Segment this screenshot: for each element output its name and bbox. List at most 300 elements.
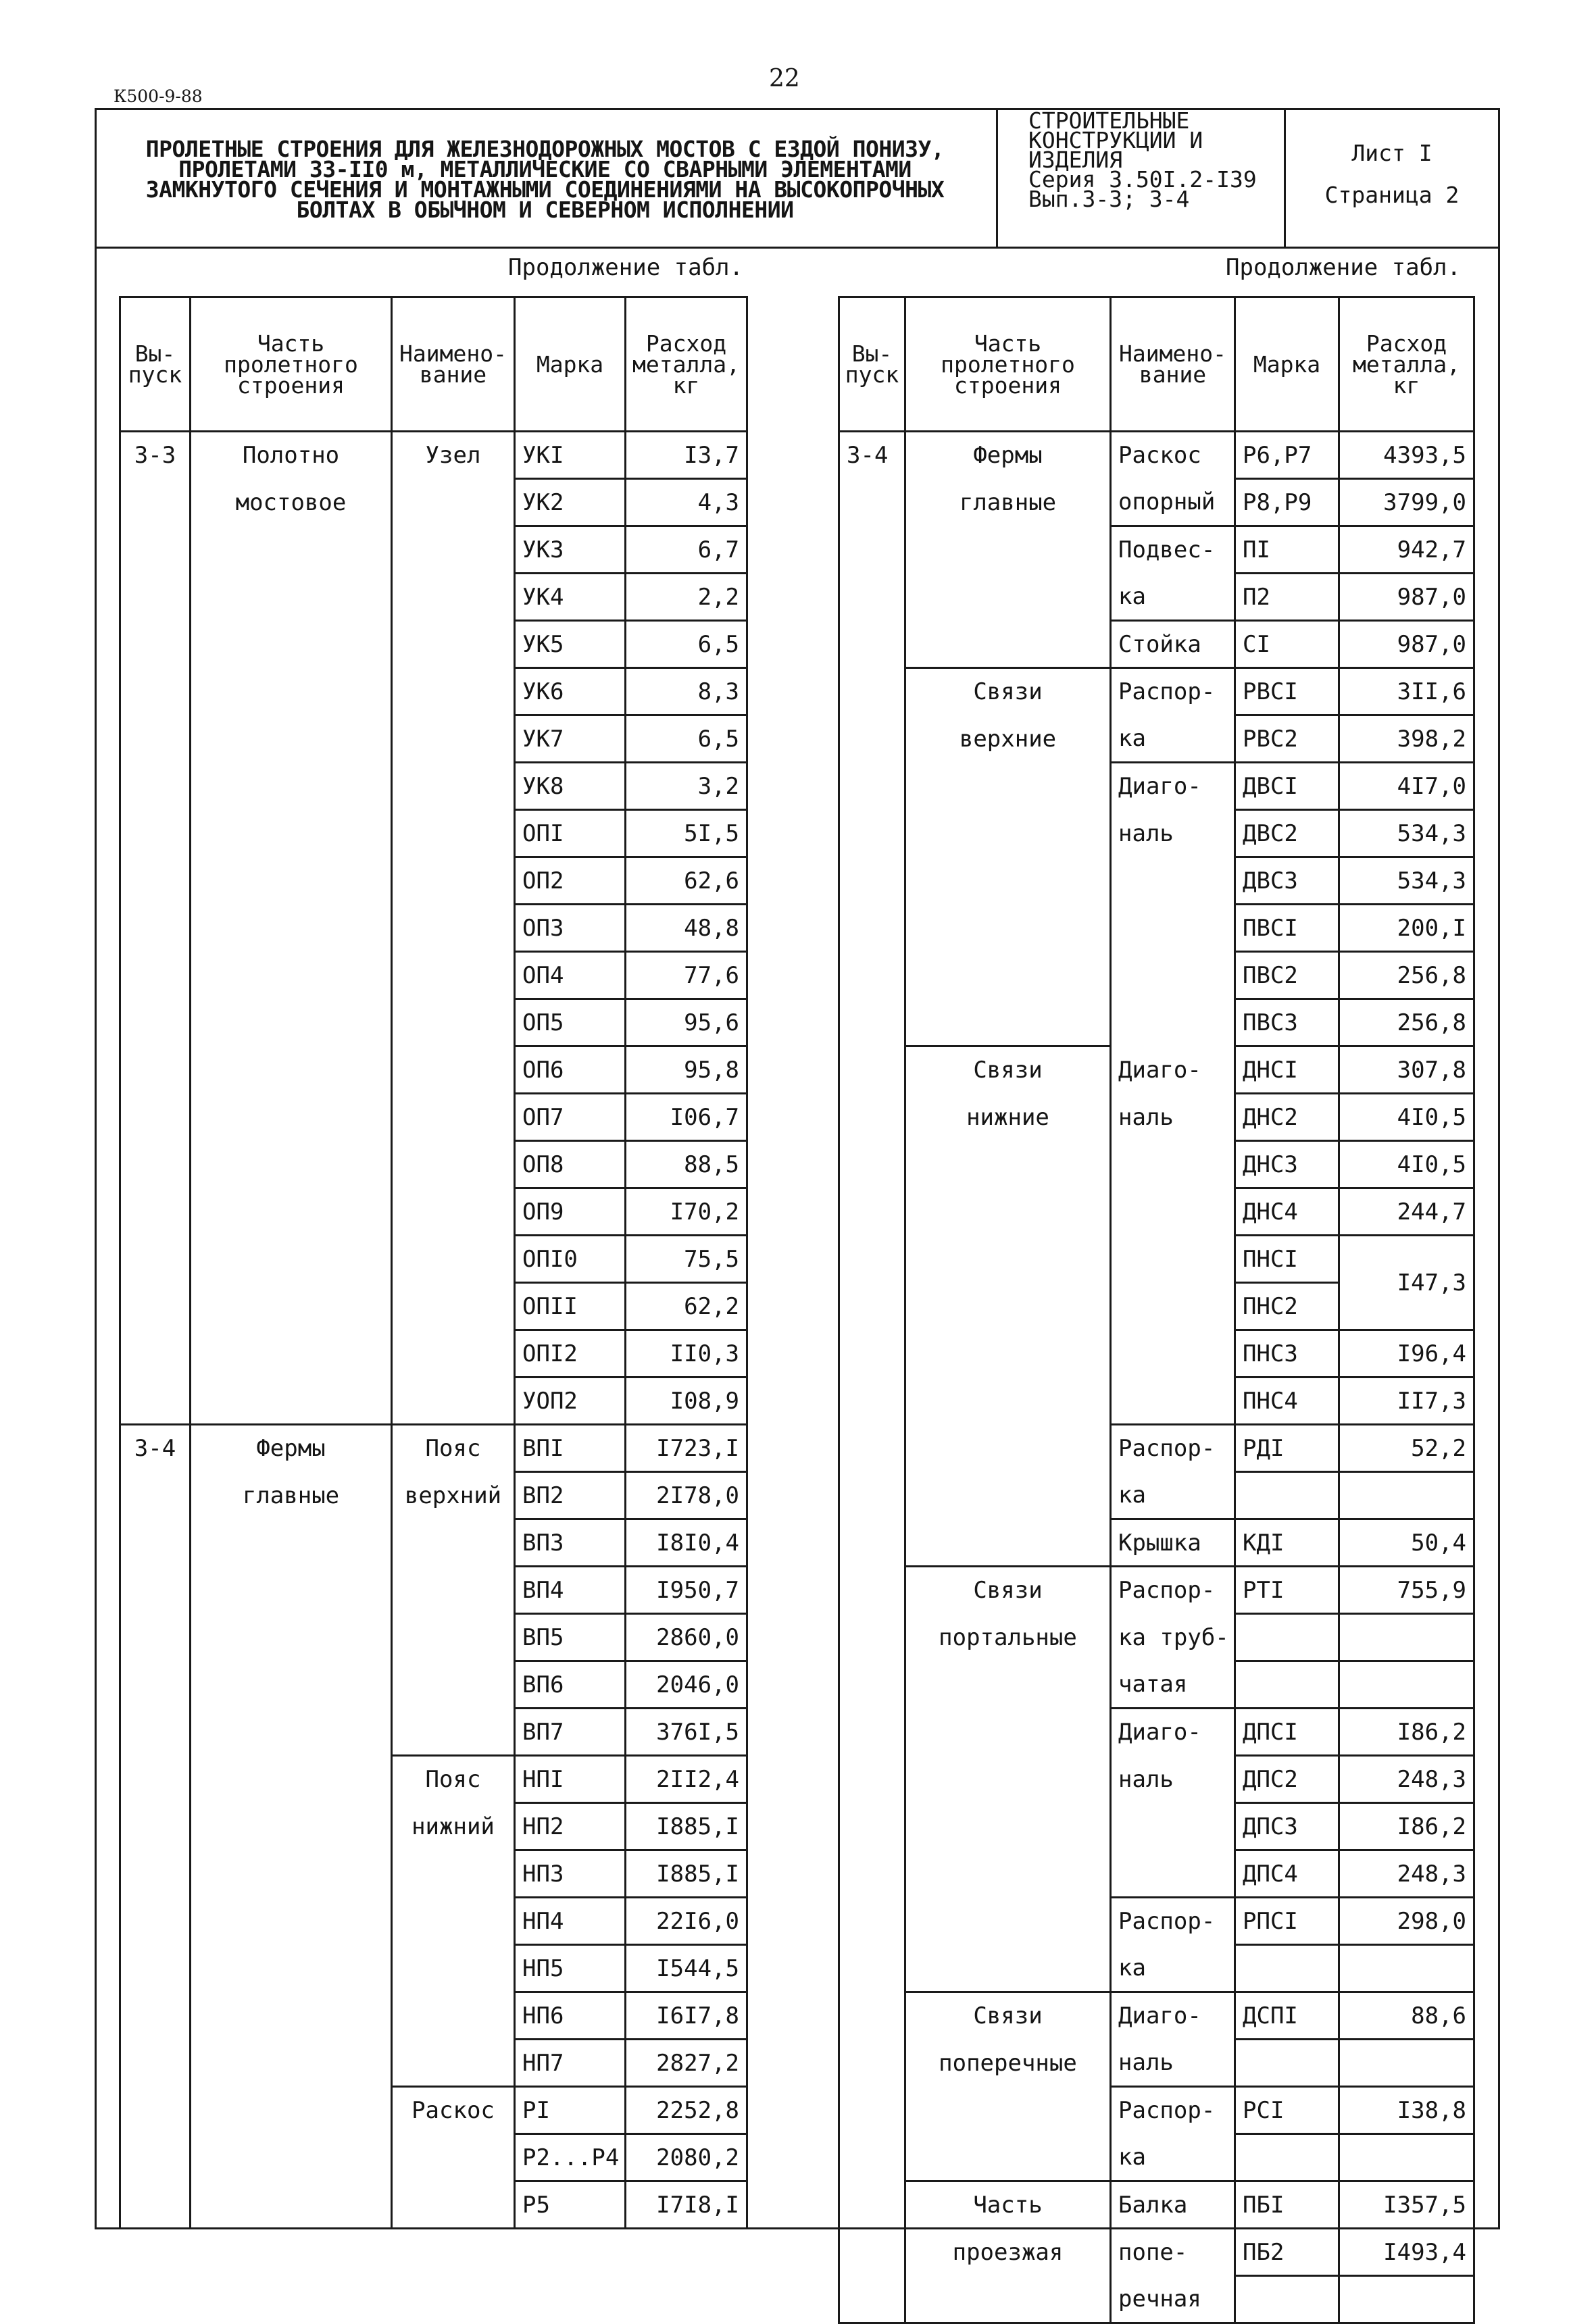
table-row	[120, 1803, 747, 1850]
table-row	[120, 2181, 747, 2229]
cell-value: 398,2	[1339, 715, 1474, 763]
cell-part	[905, 1378, 1111, 1425]
table-row	[120, 1378, 747, 1425]
table-row	[839, 1945, 1474, 1992]
header-mark: Марка	[1235, 297, 1339, 432]
cell-value	[1339, 2276, 1474, 2323]
cell-issue	[839, 2087, 905, 2134]
cell-name: Диаго-	[1111, 1992, 1235, 2040]
cell-name: Раскос	[392, 2087, 515, 2134]
cell-value: I96,4	[1339, 1330, 1474, 1378]
cell-part	[905, 1850, 1111, 1898]
cell-mark: РВСI	[1235, 668, 1339, 715]
cell-value: I723,I	[626, 1425, 747, 1472]
header-issue: Вы-пуск	[120, 297, 191, 432]
cell-mark: РПСI	[1235, 1898, 1339, 1945]
table-row	[120, 1188, 747, 1236]
cell-mark: ОП5	[515, 999, 626, 1046]
cell-name	[1111, 1141, 1235, 1188]
cell-name	[1111, 857, 1235, 905]
cell-issue	[120, 1046, 191, 1094]
cell-issue	[120, 621, 191, 668]
cell-issue: 3-3	[120, 432, 191, 479]
cell-issue: 3-4	[120, 1425, 191, 1472]
cell-issue	[839, 668, 905, 715]
cell-mark: НП7	[515, 2040, 626, 2087]
cell-issue	[120, 1661, 191, 1709]
table-row	[839, 432, 1474, 479]
cell-mark: УК7	[515, 715, 626, 763]
cell-issue	[839, 2134, 905, 2181]
header-issue: Вы-пуск	[839, 297, 905, 432]
table-row	[839, 952, 1474, 999]
cell-part	[905, 1945, 1111, 1992]
cell-name	[392, 1519, 515, 1567]
cell-part	[905, 1472, 1111, 1519]
cell-part	[905, 1425, 1111, 1472]
document-title	[97, 112, 993, 247]
cell-mark: УК5	[515, 621, 626, 668]
cell-part	[905, 1283, 1111, 1330]
cell-part	[191, 1046, 392, 1094]
table-row	[839, 2087, 1474, 2134]
cell-issue	[120, 857, 191, 905]
cell-value: I885,I	[626, 1803, 747, 1850]
cell-name: Диаго-	[1111, 763, 1235, 810]
cell-mark: ОП2	[515, 857, 626, 905]
cell-part	[905, 763, 1111, 810]
cell-part	[191, 905, 392, 952]
cell-name	[392, 1709, 515, 1756]
table-row	[120, 1709, 747, 1756]
cell-part	[191, 810, 392, 857]
cell-issue	[120, 574, 191, 621]
cell-value	[1339, 1945, 1474, 1992]
cell-mark	[1235, 1661, 1339, 1709]
cell-value: I08,9	[626, 1378, 747, 1425]
cell-part: Связи	[905, 1046, 1111, 1094]
table-row	[120, 1945, 747, 1992]
cell-name	[1111, 1188, 1235, 1236]
cell-issue	[120, 999, 191, 1046]
cell-issue	[120, 1188, 191, 1236]
cell-value: 88,6	[1339, 1992, 1474, 2040]
cell-issue	[839, 621, 905, 668]
cell-part	[905, 952, 1111, 999]
table-row	[120, 1614, 747, 1661]
cell-part: Связи	[905, 1567, 1111, 1614]
cell-value: II0,3	[626, 1330, 747, 1378]
cell-part	[191, 2040, 392, 2087]
table-row	[120, 2134, 747, 2181]
cell-value: I950,7	[626, 1567, 747, 1614]
cell-part	[191, 2134, 392, 2181]
table-row	[120, 1567, 747, 1614]
cell-mark: УК6	[515, 668, 626, 715]
right-table-body	[839, 432, 1474, 2323]
cell-value: 8,3	[626, 668, 747, 715]
cell-name: Распор-	[1111, 668, 1235, 715]
cell-name	[392, 668, 515, 715]
table-row	[839, 668, 1474, 715]
cell-issue	[120, 810, 191, 857]
table-row	[839, 1614, 1474, 1661]
cell-part	[191, 1661, 392, 1709]
cell-name: Раскос	[1111, 432, 1235, 479]
cell-issue	[120, 1141, 191, 1188]
cell-value: 6,5	[626, 715, 747, 763]
table-row	[839, 2134, 1474, 2181]
cell-mark: ОПI	[515, 810, 626, 857]
table-row	[839, 1709, 1474, 1756]
cell-part	[191, 952, 392, 999]
cell-value: 987,0	[1339, 574, 1474, 621]
cell-name	[392, 1898, 515, 1945]
table-row	[120, 1046, 747, 1094]
table-row	[120, 1425, 747, 1472]
cell-value: 88,5	[626, 1141, 747, 1188]
cell-name: Крышка	[1111, 1519, 1235, 1567]
cell-part	[191, 621, 392, 668]
cell-issue	[120, 1756, 191, 1803]
cell-name	[1111, 999, 1235, 1046]
table-row	[120, 668, 747, 715]
cell-value: 77,6	[626, 952, 747, 999]
cell-mark: РВС2	[1235, 715, 1339, 763]
cell-mark: ДВС3	[1235, 857, 1339, 905]
cell-part	[191, 1803, 392, 1850]
cell-issue	[839, 1330, 905, 1378]
table-row	[839, 1567, 1474, 1614]
cell-mark: ДПСI	[1235, 1709, 1339, 1756]
cell-part	[905, 574, 1111, 621]
cell-part	[191, 1330, 392, 1378]
cell-value: I38,8	[1339, 2087, 1474, 2134]
cell-mark: НП4	[515, 1898, 626, 1945]
cell-issue	[839, 1898, 905, 1945]
cell-issue	[120, 1283, 191, 1330]
table-row	[839, 1236, 1474, 1283]
cell-issue	[120, 2040, 191, 2087]
cell-value: 3,2	[626, 763, 747, 810]
cell-name: ка труб-	[1111, 1614, 1235, 1661]
cell-issue	[839, 1472, 905, 1519]
cell-issue	[839, 1046, 905, 1094]
cell-value: 755,9	[1339, 1567, 1474, 1614]
table-row	[839, 905, 1474, 952]
cell-mark: PI	[515, 2087, 626, 2134]
cell-name: речная	[1111, 2276, 1235, 2323]
cell-issue	[120, 952, 191, 999]
cell-part	[191, 574, 392, 621]
cell-value: 52,2	[1339, 1425, 1474, 1472]
cell-value: 2,2	[626, 574, 747, 621]
table-row	[839, 1046, 1474, 1094]
cell-mark: ПВС2	[1235, 952, 1339, 999]
title-line: ПРОЛЕТАМИ 33-II0 м, МЕТАЛЛИЧЕСКИЕ СО СВАРНЫМИ ЭЛЕМЕНТАМИ	[178, 156, 912, 182]
cell-part	[191, 1519, 392, 1567]
table-row	[120, 1472, 747, 1519]
cell-mark: ДВС2	[1235, 810, 1339, 857]
cell-mark: ОП8	[515, 1141, 626, 1188]
cell-issue	[839, 810, 905, 857]
table-row	[839, 1188, 1474, 1236]
cell-name: ка	[1111, 1472, 1235, 1519]
cell-name: Узел	[392, 432, 515, 479]
cell-issue	[839, 1425, 905, 1472]
series-line: Вып.3-3; 3-4	[1028, 186, 1190, 212]
cell-value: 2827,2	[626, 2040, 747, 2087]
cell-mark: PCI	[1235, 2087, 1339, 2134]
cell-name: ка	[1111, 1945, 1235, 1992]
cell-name	[392, 763, 515, 810]
cell-mark: ДПС3	[1235, 1803, 1339, 1850]
cell-part	[191, 1283, 392, 1330]
cell-issue	[120, 526, 191, 574]
cell-name: Распор-	[1111, 1567, 1235, 1614]
table-row	[839, 1756, 1474, 1803]
cell-part	[191, 1141, 392, 1188]
table-row	[839, 1425, 1474, 1472]
cell-name	[1111, 905, 1235, 952]
cell-mark: ВП2	[515, 1472, 626, 1519]
table-row	[120, 1898, 747, 1945]
table-row	[839, 1898, 1474, 1945]
cell-issue	[839, 479, 905, 526]
table-row	[120, 999, 747, 1046]
cell-issue	[120, 1378, 191, 1425]
cell-issue	[839, 1236, 905, 1283]
cell-mark: РДI	[1235, 1425, 1339, 1472]
cell-value: 307,8	[1339, 1046, 1474, 1094]
table-row	[839, 1472, 1474, 1519]
continuation-label-right: Продолжение табл.	[1226, 254, 1461, 281]
cell-mark: НП5	[515, 1945, 626, 1992]
cell-issue	[839, 999, 905, 1046]
cell-part	[905, 621, 1111, 668]
left-table	[119, 296, 748, 2229]
cell-mark: УК8	[515, 763, 626, 810]
cell-issue	[839, 1709, 905, 1756]
cell-name	[392, 1283, 515, 1330]
cell-value: 200,I	[1339, 905, 1474, 952]
cell-part	[905, 905, 1111, 952]
cell-issue	[839, 1141, 905, 1188]
cell-part	[191, 1567, 392, 1614]
table-row	[839, 810, 1474, 857]
cell-issue	[120, 1472, 191, 1519]
cell-name	[1111, 952, 1235, 999]
cell-mark: CI	[1235, 621, 1339, 668]
cell-part: проезжая	[905, 2229, 1111, 2276]
cell-name	[392, 2181, 515, 2229]
cell-name: ка	[1111, 574, 1235, 621]
cell-mark: ОП3	[515, 905, 626, 952]
table-row	[120, 574, 747, 621]
cell-part	[905, 1898, 1111, 1945]
cell-part	[191, 2087, 392, 2134]
cell-part	[191, 1236, 392, 1283]
cell-mark: ПВС3	[1235, 999, 1339, 1046]
cell-issue	[839, 1661, 905, 1709]
cell-issue	[839, 715, 905, 763]
cell-issue	[839, 574, 905, 621]
cell-mark: ДНС3	[1235, 1141, 1339, 1188]
cell-issue	[120, 1803, 191, 1850]
cell-part	[191, 1898, 392, 1945]
cell-mark: ПБ2	[1235, 2229, 1339, 2276]
cell-issue	[120, 2134, 191, 2181]
cell-mark: ДНС2	[1235, 1094, 1339, 1141]
cell-mark: ОПII	[515, 1283, 626, 1330]
cell-value: I86,2	[1339, 1709, 1474, 1756]
table-row	[120, 1992, 747, 2040]
cell-mark	[1235, 2040, 1339, 2087]
cell-name: Диаго-	[1111, 1709, 1235, 1756]
cell-part	[905, 1709, 1111, 1756]
cell-mark: ВП3	[515, 1519, 626, 1567]
series-line: Серия 3.50I.2-I39	[1028, 166, 1257, 193]
table-row	[839, 2229, 1474, 2276]
title-line: ПРОЛЕТНЫЕ СТРОЕНИЯ ДЛЯ ЖЕЛЕЗНОДОРОЖНЫХ МОСТОВ С ЕЗДОЙ ПОНИЗУ,	[145, 136, 945, 162]
cell-issue	[120, 763, 191, 810]
document-code: К500-9-88	[114, 86, 203, 106]
table-row	[120, 2087, 747, 2134]
cell-issue	[839, 1803, 905, 1850]
cell-name	[392, 1850, 515, 1898]
cell-name	[392, 526, 515, 574]
cell-name: Подвес-	[1111, 526, 1235, 574]
table-row	[839, 2276, 1474, 2323]
cell-value	[1339, 1614, 1474, 1661]
table-row	[120, 432, 747, 479]
cell-name	[392, 1094, 515, 1141]
cell-issue	[839, 905, 905, 952]
cell-issue	[120, 2087, 191, 2134]
cell-mark: ДПС4	[1235, 1850, 1339, 1898]
cell-issue: 3-4	[839, 432, 905, 479]
cell-name	[1111, 1330, 1235, 1378]
cell-name	[1111, 1850, 1235, 1898]
cell-name: нижний	[392, 1803, 515, 1850]
cell-mark: ПВСI	[1235, 905, 1339, 952]
cell-issue	[120, 715, 191, 763]
cell-name	[392, 715, 515, 763]
cell-part	[191, 715, 392, 763]
cell-mark: ПНС2	[1235, 1283, 1339, 1330]
table-row	[120, 952, 747, 999]
cell-name	[392, 1661, 515, 1709]
cell-part	[191, 1756, 392, 1803]
cell-issue	[839, 763, 905, 810]
cell-name	[392, 1141, 515, 1188]
cell-value: 376I,5	[626, 1709, 747, 1756]
cell-issue	[839, 1945, 905, 1992]
cell-name: Диаго-	[1111, 1046, 1235, 1094]
cell-mark: НП2	[515, 1803, 626, 1850]
series-line: СТРОИТЕЛЬНЫЕ	[1028, 107, 1190, 134]
cell-part: мостовое	[191, 479, 392, 526]
cell-issue	[120, 668, 191, 715]
cell-issue	[839, 526, 905, 574]
cell-mark: ВП7	[515, 1709, 626, 1756]
table-row	[120, 1236, 747, 1283]
cell-name: наль	[1111, 2040, 1235, 2087]
cell-issue	[120, 905, 191, 952]
table-row	[839, 857, 1474, 905]
cell-issue	[120, 1094, 191, 1141]
cell-mark: ОП9	[515, 1188, 626, 1236]
cell-value: 95,8	[626, 1046, 747, 1094]
cell-name: наль	[1111, 1094, 1235, 1141]
cell-value: 248,3	[1339, 1850, 1474, 1898]
cell-mark: НПI	[515, 1756, 626, 1803]
table-row	[839, 1141, 1474, 1188]
cell-part: Фермы	[191, 1425, 392, 1472]
cell-part: главные	[191, 1472, 392, 1519]
cell-name	[392, 1330, 515, 1378]
cell-value: 298,0	[1339, 1898, 1474, 1945]
cell-name	[1111, 1283, 1235, 1330]
table-row	[120, 1330, 747, 1378]
cell-name	[392, 1188, 515, 1236]
cell-name	[392, 905, 515, 952]
cell-value: 2860,0	[626, 1614, 747, 1661]
cell-part: Фермы	[905, 432, 1111, 479]
cell-value: 95,6	[626, 999, 747, 1046]
cell-name	[392, 574, 515, 621]
cell-mark: P5	[515, 2181, 626, 2229]
cell-name	[392, 621, 515, 668]
cell-name: ка	[1111, 2134, 1235, 2181]
cell-part: Полотно	[191, 432, 392, 479]
title-divider	[996, 108, 998, 249]
cell-mark: УОП2	[515, 1378, 626, 1425]
cell-value: I8I0,4	[626, 1519, 747, 1567]
cell-mark: УК4	[515, 574, 626, 621]
table-row	[120, 1850, 747, 1898]
cell-part	[191, 668, 392, 715]
continuation-label-left: Продолжение табл.	[508, 254, 743, 281]
cell-value: I357,5	[1339, 2181, 1474, 2229]
cell-mark: П2	[1235, 574, 1339, 621]
cell-name: ка	[1111, 715, 1235, 763]
cell-part	[905, 1519, 1111, 1567]
header-mass: Расход металла, кг	[626, 297, 747, 432]
cell-part	[905, 999, 1111, 1046]
cell-name	[392, 810, 515, 857]
cell-mark: ВПI	[515, 1425, 626, 1472]
cell-value: I86,2	[1339, 1803, 1474, 1850]
cell-value: 4I0,5	[1339, 1141, 1474, 1188]
header-mark: Марка	[515, 297, 626, 432]
cell-issue	[120, 1850, 191, 1898]
cell-mark: ПНС3	[1235, 1330, 1339, 1378]
title-line: БОЛТАХ В ОБЫЧНОМ И СЕВЕРНОМ ИСПОЛНЕНИИ	[296, 197, 794, 223]
cell-name: чатая	[1111, 1661, 1235, 1709]
cell-mark: P2...P4	[515, 2134, 626, 2181]
cell-name: Стойка	[1111, 621, 1235, 668]
cell-mark: УКI	[515, 432, 626, 479]
cell-name	[392, 1236, 515, 1283]
table-row	[120, 1094, 747, 1141]
cell-issue	[839, 2229, 905, 2276]
cell-issue	[120, 1992, 191, 2040]
cell-issue	[120, 1519, 191, 1567]
cell-issue	[120, 2181, 191, 2229]
cell-value: 3II,6	[1339, 668, 1474, 715]
cell-value: 22I6,0	[626, 1898, 747, 1945]
